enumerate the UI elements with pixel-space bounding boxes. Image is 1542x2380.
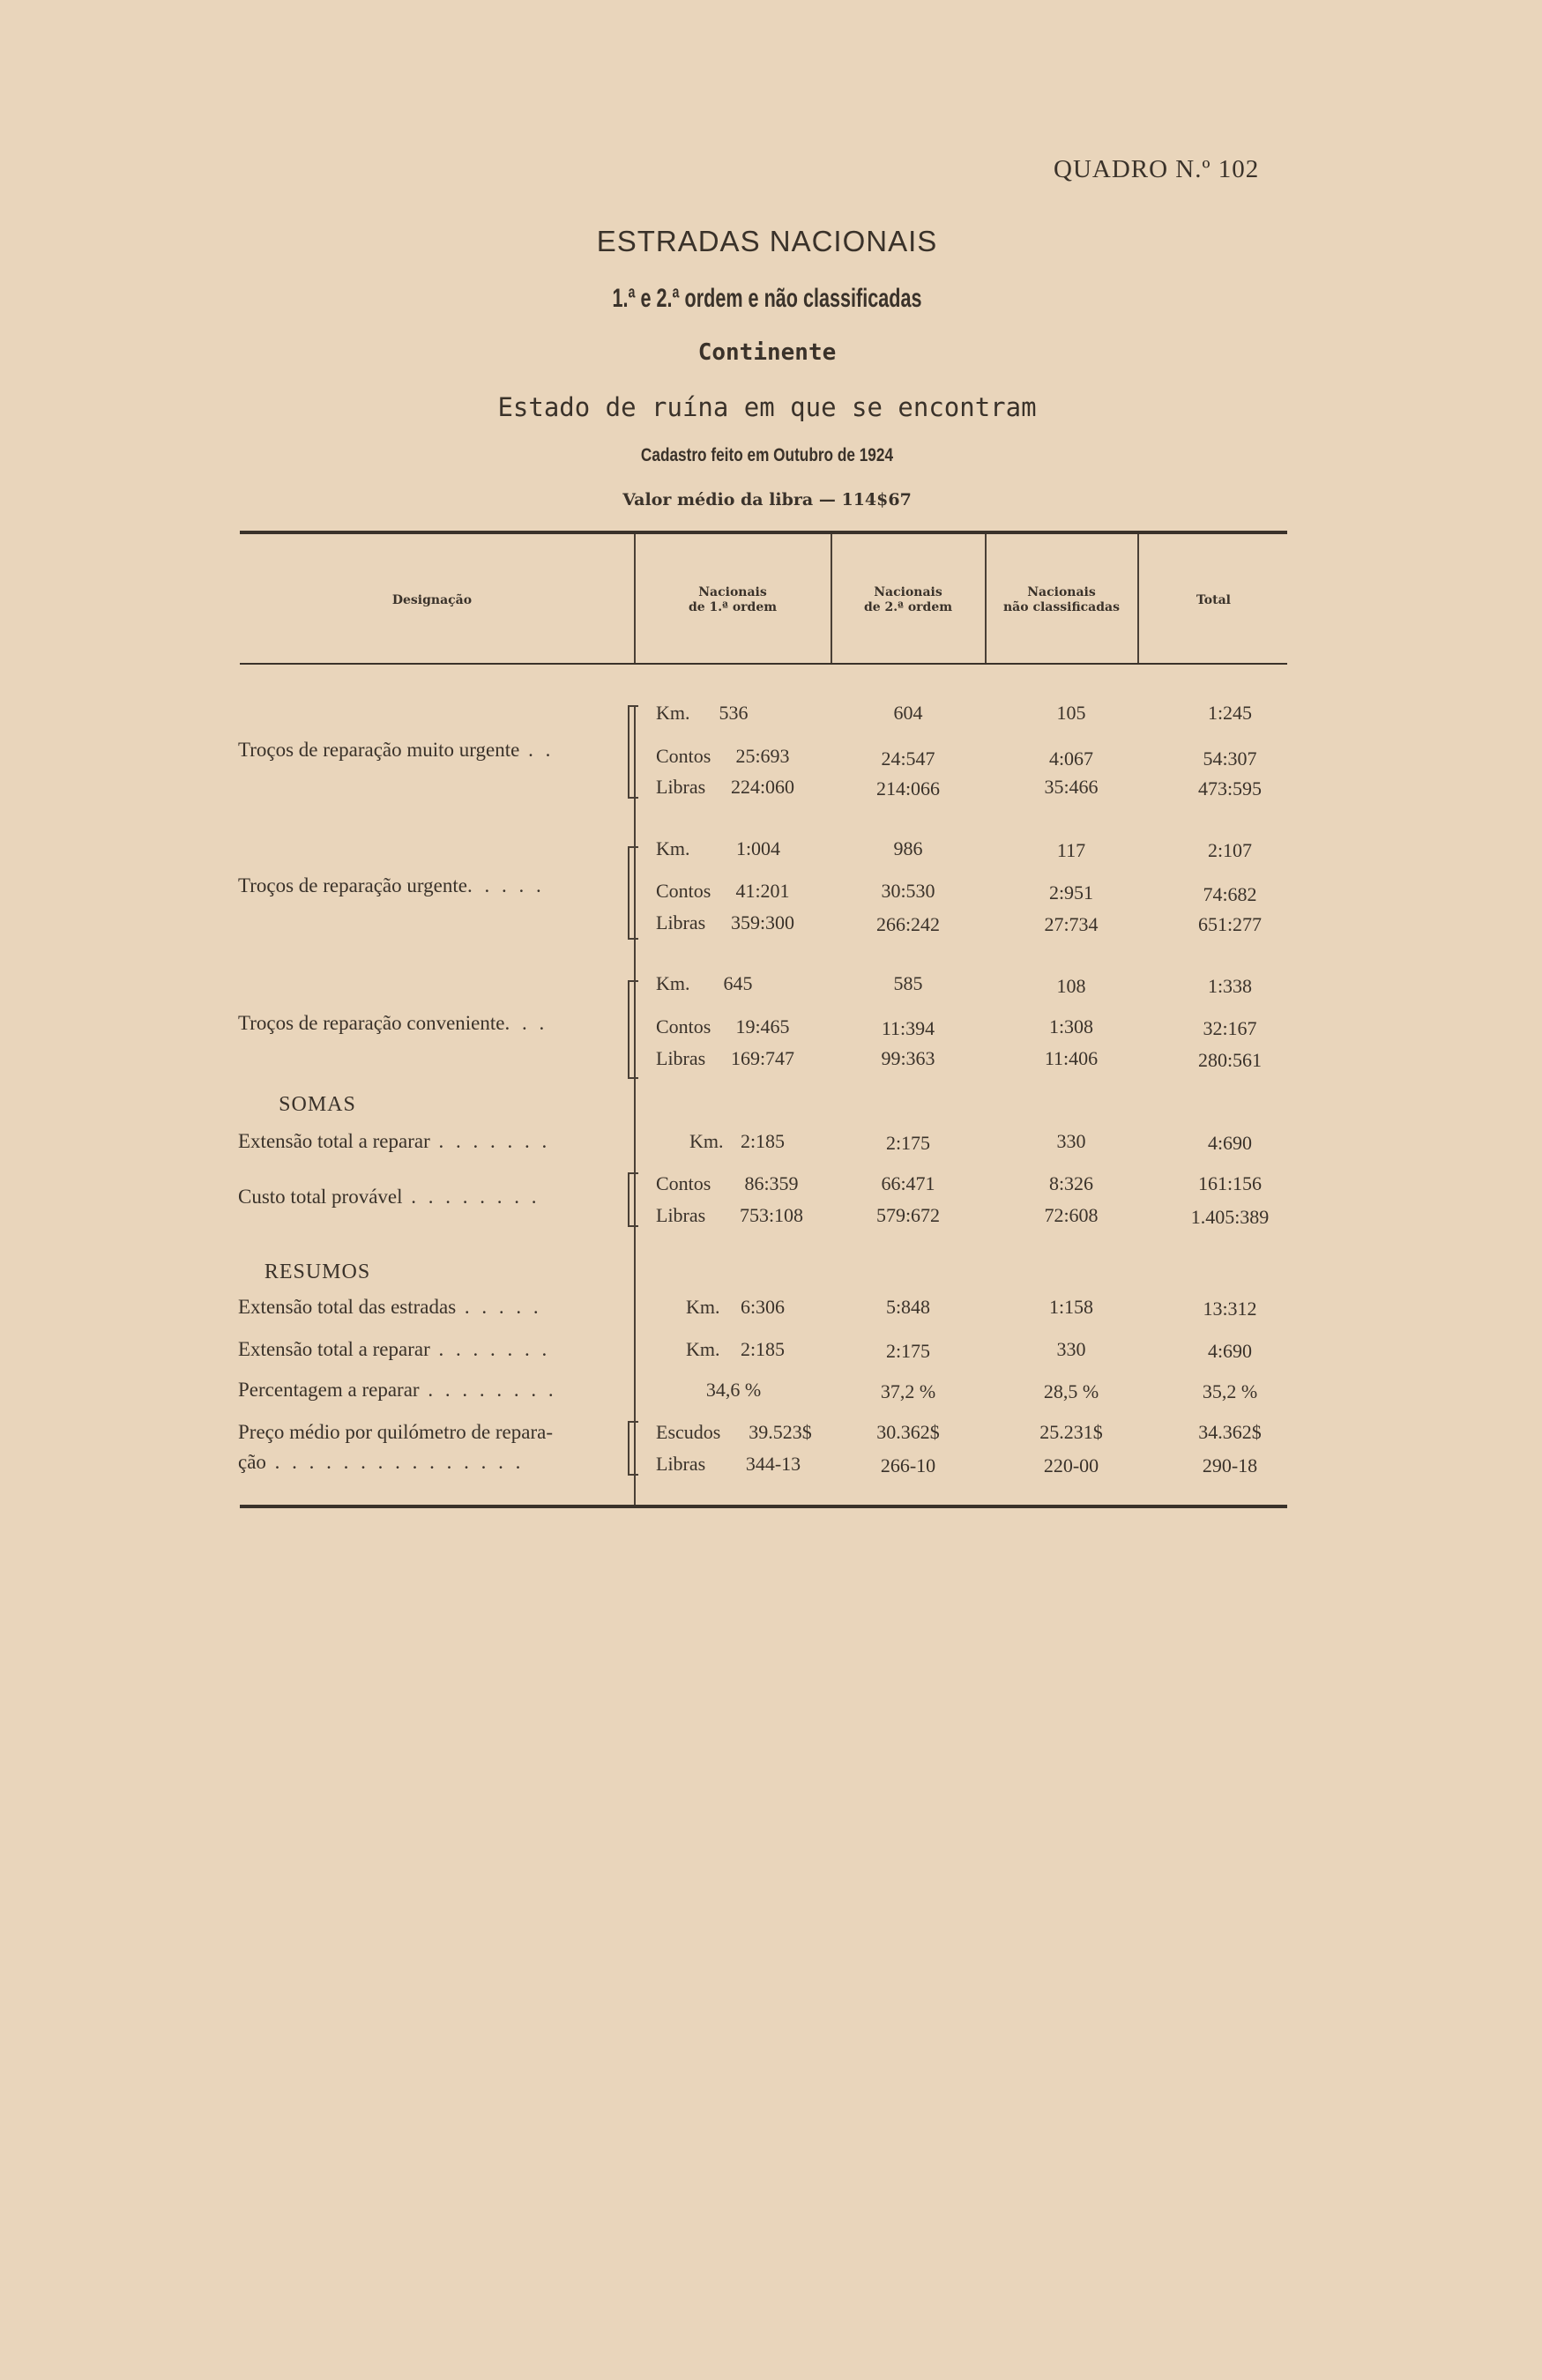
value-c1: 753:108 [739, 1204, 804, 1226]
group-label: Troços de reparação muito urgente . . [238, 739, 555, 761]
value-c3: 72:608 [1044, 1204, 1099, 1226]
value-total: 4:690 [1207, 1132, 1253, 1154]
row-label-extensao-reparar: Extensão total a reparar . . . . . . . [238, 1130, 551, 1152]
value-c1: 86:359 [744, 1172, 799, 1194]
value-c3: 220-00 [1043, 1454, 1099, 1476]
table-heading: Estado de ruína em que se encontram [497, 392, 1037, 422]
header-col1 [637, 585, 829, 615]
value-c1: 536 [719, 702, 749, 724]
row-label-preco-line1: Preço médio por quilómetro de repara- [238, 1421, 554, 1443]
table-number: QUADRO N.º 102 [1054, 155, 1260, 183]
row-label-extensao-estradas: Extensão total das estradas . . . . . [238, 1296, 542, 1318]
value-c2: 986 [893, 837, 923, 859]
group-brace [628, 705, 638, 799]
value-total: 1.405:389 [1190, 1206, 1270, 1228]
value-c2: 5:848 [885, 1296, 931, 1318]
header-col2 [833, 585, 983, 615]
unit-label: Km. [656, 972, 690, 994]
value-c2: 604 [893, 702, 923, 724]
value-total: 280:561 [1197, 1049, 1263, 1071]
value-c2: 24:547 [881, 747, 935, 770]
value-c3: 27:734 [1044, 913, 1099, 935]
row-label-text: Extensão total das estradas [238, 1296, 457, 1318]
value-total: 161:156 [1197, 1172, 1263, 1194]
value-c2: 585 [893, 972, 923, 994]
value-c3: 330 [1056, 1338, 1086, 1360]
value-c3: 330 [1056, 1130, 1086, 1152]
value-c3: 11:406 [1044, 1047, 1099, 1069]
row-label-percentagem: Percentagem a reparar . . . . . . . . [238, 1379, 557, 1401]
unit-label: Km. [656, 837, 690, 859]
unit-label: Contos [656, 1015, 711, 1038]
value-c1: 2:185 [740, 1338, 786, 1360]
value-c2: 2:175 [885, 1132, 931, 1154]
exchange-rate-note: Valor médio da libra — 114$67 [622, 490, 912, 509]
column-separator-1 [634, 534, 636, 663]
value-c3: 2:951 [1048, 881, 1094, 904]
column-separator-4 [1137, 534, 1139, 663]
section-heading-resumos: RESUMOS [264, 1261, 371, 1283]
value-c1: 39.523$ [749, 1421, 812, 1443]
unit-label: Contos [656, 745, 711, 767]
value-c3: 1:308 [1048, 1015, 1094, 1038]
unit-label: Km. [656, 702, 690, 724]
value-c2: 30.362$ [876, 1421, 940, 1443]
value-c3: 28,5 % [1043, 1380, 1099, 1402]
custo-brace [628, 1172, 638, 1227]
row-label-text: Custo total provável [238, 1186, 403, 1208]
value-total: 32:167 [1203, 1017, 1257, 1039]
value-c1: 19:465 [735, 1015, 790, 1038]
header-col3-line1: Nacionais [1027, 585, 1096, 599]
value-c3: 35:466 [1044, 776, 1099, 798]
row-label-text: ção [238, 1451, 266, 1473]
value-total: 1:245 [1207, 702, 1253, 724]
value-c3: 105 [1056, 702, 1086, 724]
unit-label: Libras [656, 911, 706, 933]
unit-label: Km. [689, 1130, 724, 1152]
value-c1: 645 [723, 972, 753, 994]
value-total: 35,2 % [1202, 1380, 1258, 1402]
group-brace [628, 980, 638, 1079]
value-c3: 1:158 [1048, 1296, 1094, 1318]
header-col3-line2: não classificadas [1003, 600, 1120, 614]
value-c1: 25:693 [735, 745, 790, 767]
value-c1: 1:004 [735, 837, 781, 859]
value-c1: 34,6 % [705, 1379, 762, 1401]
group-label: Troços de reparação urgente. . . . . [238, 874, 545, 896]
value-c3: 25.231$ [1039, 1421, 1103, 1443]
value-c1: 169:747 [730, 1047, 795, 1069]
group-label: Troços de reparação conveniente. . . [238, 1012, 548, 1034]
table-bottom-rule [240, 1505, 1287, 1508]
region-label: Continente [697, 339, 837, 366]
row-label-preco-line2: ção . . . . . . . . . . . . . . . [238, 1451, 525, 1473]
unit-label: Km. [686, 1338, 720, 1360]
value-total: 290-18 [1202, 1454, 1258, 1476]
value-c1: 2:185 [740, 1130, 786, 1152]
group-label-text: Troços de reparação urgente [238, 874, 467, 896]
value-c1: 359:300 [730, 911, 795, 933]
table-top-rule [240, 531, 1287, 534]
section-heading-somas: SOMAS [279, 1093, 356, 1116]
value-c2: 266:242 [875, 913, 941, 935]
value-total: 34.362$ [1198, 1421, 1262, 1443]
preco-brace [628, 1421, 638, 1476]
unit-label: Contos [656, 1172, 711, 1194]
row-label-extensao-reparar: Extensão total a reparar . . . . . . . [238, 1338, 551, 1360]
cadastro-note: Cadastro feito em Outubro de 1924 [640, 445, 894, 465]
unit-label: Km. [686, 1296, 720, 1318]
unit-label: Libras [656, 1453, 706, 1475]
column-separator-2 [831, 534, 832, 663]
header-col1-line1: Nacionais [698, 585, 767, 599]
value-c2: 579:672 [875, 1204, 941, 1226]
value-total: 651:277 [1197, 913, 1263, 935]
value-total: 4:690 [1207, 1340, 1253, 1362]
value-c1: 6:306 [740, 1296, 786, 1318]
value-c1: 224:060 [730, 776, 795, 798]
unit-label: Libras [656, 1047, 706, 1069]
group-label-text: Troços de reparação conveniente [238, 1012, 505, 1034]
unit-label: Escudos [656, 1421, 721, 1443]
value-c2: 266-10 [880, 1454, 936, 1476]
value-total: 74:682 [1203, 883, 1257, 905]
header-total: Total [1196, 593, 1231, 607]
document-title: ESTRADAS NACIONAIS [596, 225, 938, 257]
row-label-text: Extensão total a reparar [238, 1338, 430, 1360]
header-col1-line2: de 1.ª ordem [688, 600, 778, 614]
value-c2: 30:530 [881, 880, 935, 902]
value-total: 13:312 [1203, 1298, 1257, 1320]
value-total: 54:307 [1203, 747, 1257, 770]
value-c3: 117 [1056, 839, 1086, 861]
row-label-text: Extensão total a reparar [238, 1130, 430, 1152]
header-bottom-rule [240, 663, 1287, 665]
value-c1: 41:201 [735, 880, 790, 902]
unit-label: Libras [656, 776, 706, 798]
column-separator-3 [985, 534, 987, 663]
value-c1: 344-13 [745, 1453, 801, 1475]
group-brace [628, 846, 638, 940]
value-c2: 66:471 [881, 1172, 935, 1194]
document-subtitle: 1.ª e 2.ª ordem e não classificadas [612, 284, 922, 313]
row-label-custo: Custo total provável . . . . . . . . [238, 1186, 540, 1208]
value-c2: 2:175 [885, 1340, 931, 1362]
value-c3: 8:326 [1048, 1172, 1094, 1194]
value-total: 1:338 [1207, 975, 1253, 997]
value-c2: 214:066 [875, 777, 941, 800]
value-c3: 4:067 [1048, 747, 1094, 770]
row-label-text: Percentagem a reparar [238, 1379, 420, 1401]
value-total: 2:107 [1207, 839, 1253, 861]
header-col2-line1: Nacionais [874, 585, 942, 599]
value-c2: 11:394 [881, 1017, 935, 1039]
value-c3: 108 [1056, 975, 1086, 997]
unit-label: Libras [656, 1204, 706, 1226]
header-designacao: Designação [391, 593, 473, 607]
unit-label: Contos [656, 880, 711, 902]
value-total: 473:595 [1197, 777, 1263, 800]
value-c2: 99:363 [881, 1047, 935, 1069]
header-col2-line2: de 2.ª ordem [863, 600, 953, 614]
group-label-text: Troços de reparação muito urgente [238, 739, 520, 761]
value-c2: 37,2 % [880, 1380, 936, 1402]
header-col3 [987, 585, 1136, 615]
